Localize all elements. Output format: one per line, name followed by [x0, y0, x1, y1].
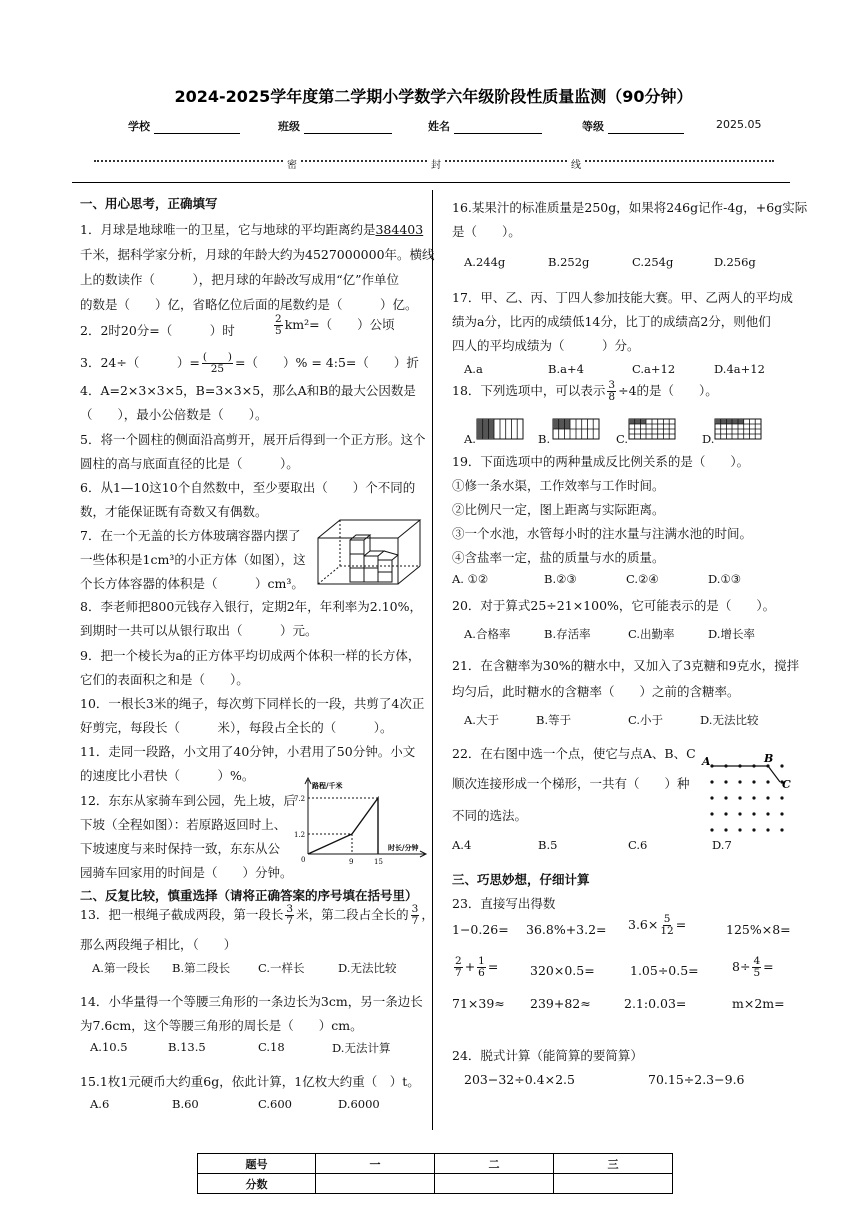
grid-dot: [738, 828, 741, 831]
q18-option-d[interactable]: D.: [702, 432, 715, 446]
q12-line-1: 12．东东从家骑车到公园，先上坡，后: [80, 793, 296, 808]
q22-option-b[interactable]: B.5: [538, 838, 558, 852]
q13-line-2: 那么两段绳子相比，（ ）: [80, 937, 237, 952]
calc-3-4: m×2m=: [732, 996, 785, 1011]
grid-dot: [710, 796, 713, 799]
q14-option-d[interactable]: D.无法计算: [332, 1041, 391, 1055]
q20-option-d[interactable]: D.增长率: [708, 627, 755, 641]
q19-item-4: ④含盐率一定，盐的质量与水的质量。: [452, 550, 665, 565]
q16-option-d[interactable]: D.256g: [714, 255, 756, 269]
q1-line-3: 上的数读作（ ），把月球的年龄改写成用“亿”作单位: [80, 272, 400, 287]
graph-x-tick-2: 15: [374, 858, 383, 866]
calc-3-3: 2.1:0.03=: [624, 996, 687, 1011]
seal-char-2: 封: [428, 156, 444, 171]
q16-line-1: 16.某果汁的标准质量是250g，如果将246g记作-4g，+6g实际: [452, 200, 808, 215]
score-table-header-row: [198, 1154, 673, 1174]
q1-line-2: 千米，据科学家分析，月球的年龄大约为4527000000年。横线: [80, 247, 435, 262]
q18-option-c-figure: [628, 418, 676, 440]
score-header-label: 题号: [198, 1154, 316, 1174]
q19-item-2: ②比例尺一定，图上距离与实际距离。: [452, 502, 665, 517]
q21-line-1: 21．在含糖率为30%的糖水中，又加入了3克糖和9克水，搅拌: [452, 658, 800, 673]
q13-option-b[interactable]: B.第二段长: [172, 961, 231, 975]
q18-option-a-figure: [476, 418, 524, 440]
grade-label: 等级: [582, 120, 604, 133]
q1-line-1: 1．月球是地球唯一的卫星，它与地球的平均距离约是384403: [80, 222, 424, 237]
graph-y-label: 路程/千米: [312, 781, 343, 790]
q7-container-figure: [316, 516, 424, 588]
q17-line-2: 绩为a分，比丙的成绩低14分，比丁的成绩高2分，则他们: [452, 314, 771, 329]
q10-line-2: 好剪完，每段长（ 米），每段占全长的（ ）。: [80, 720, 393, 735]
q16-option-c[interactable]: C.254g: [632, 255, 674, 269]
q7-line-3: 个长方体容器的体积是（ ）cm³。: [80, 576, 304, 591]
q15-option-b[interactable]: B.60: [172, 1097, 199, 1111]
grid-dot: [766, 828, 769, 831]
q13-option-d[interactable]: D.无法比较: [338, 961, 397, 975]
grid-dot: [752, 780, 755, 783]
calc-2-2: 320×0.5=: [530, 963, 595, 978]
score-table: [197, 1153, 673, 1194]
grid-dot: [710, 828, 713, 831]
q16-option-a[interactable]: A.244g: [464, 255, 506, 269]
q12-line-4: 园骑车回家用的时间是（ ）分钟。: [80, 865, 293, 880]
grid-dot: [724, 828, 727, 831]
score-value-3[interactable]: [554, 1174, 673, 1194]
q14-line-1: 14．小华量得一个等腰三角形的一条边长为3cm，另一条边长: [80, 994, 423, 1009]
column-divider: [432, 190, 433, 1130]
score-value-1[interactable]: [316, 1174, 435, 1194]
q18-option-a[interactable]: A.: [464, 432, 476, 446]
calc-2-4: 8÷ $\frac{4}{5}$ =: [732, 955, 774, 979]
seal-char-3: 线: [568, 156, 584, 171]
class-label: 班级: [278, 120, 300, 133]
q14-option-a[interactable]: A.10.5: [90, 1040, 128, 1054]
q13-line-1: 13．把一根绳子截成两段，第一段长 $\frac{3}{7}$ 米，第二段占全长的 $\frac{3}{7}$ ，: [80, 903, 434, 927]
q8-line-1: 8．李老师把800元钱存入银行，定期2年，年利率为2.10%，: [80, 599, 422, 614]
calc-1-1: 1−0.26=: [452, 922, 509, 937]
seal-char-1: 密: [284, 156, 300, 171]
q17-option-b[interactable]: B.a+4: [548, 362, 584, 376]
q9-line-1: 9．把一个棱长为a的正方体平均切成两个体积一样的长方体，: [80, 648, 421, 663]
q2-part-a: 2．2时20分=（ ）时: [80, 323, 235, 338]
q21-option-c[interactable]: C.小于: [628, 713, 664, 727]
q1-line-4: 的数是（ ）亿，省略亿位后面的尾数约是（ ）亿。: [80, 297, 418, 312]
grid-dot: [780, 764, 783, 767]
q4-line-2: （ ），最小公倍数是（ ）。: [80, 407, 268, 422]
q24-expr-1: 203−32÷0.4×2.5: [464, 1072, 575, 1087]
grid-dot: [780, 796, 783, 799]
q23-stem: 23．直接写出得数: [452, 896, 556, 911]
q17-option-c[interactable]: C.a+12: [632, 362, 676, 376]
q13-option-c[interactable]: C.一样长: [258, 961, 305, 975]
grid-dot: [766, 812, 769, 815]
grid-dot: [738, 796, 741, 799]
q12-line-3: 下坡速度与来时保持一致，东东从公: [80, 841, 281, 856]
school-field[interactable]: [128, 118, 240, 134]
q21-line-2: 均匀后，此时糖水的含糖率（ ）之前的含糖率。: [452, 684, 740, 699]
q15-option-d[interactable]: D.6000: [338, 1097, 380, 1111]
section-2-title: 二、反复比较，慎重选择（请将正确答案的序号填在括号里）: [80, 888, 418, 903]
q11-line-1: 11．走同一段路，小文用了40分钟，小君用了50分钟。小文: [80, 744, 416, 759]
grid-dot: [738, 812, 741, 815]
q20-option-b[interactable]: B.存活率: [544, 627, 591, 641]
q16-option-b[interactable]: B.252g: [548, 255, 590, 269]
q15-option-a[interactable]: A.6: [90, 1097, 110, 1111]
q19-option-b[interactable]: B.②③: [544, 572, 577, 586]
score-value-2[interactable]: [435, 1174, 554, 1194]
q17-line-1: 17．甲、乙、丙、丁四人参加技能大赛。甲、乙两人的平均成: [452, 290, 793, 305]
q20-option-c[interactable]: C.出勤率: [628, 627, 675, 641]
q21-option-a[interactable]: A.大于: [464, 713, 499, 727]
point-a-label: A: [702, 755, 711, 768]
q22-option-c[interactable]: C.6: [628, 838, 648, 852]
grid-dot: [766, 796, 769, 799]
q22-abc-line: [712, 766, 780, 782]
q19-option-a[interactable]: A. ①②: [452, 572, 489, 586]
graph-y-tick: 7.2: [294, 795, 306, 803]
header-divider: [72, 182, 790, 183]
graph-x-label: 时长/分钟: [388, 843, 419, 852]
name-label: 姓名: [428, 120, 450, 133]
exam-date: 2025.05: [716, 118, 762, 131]
q14-line-2: 为7.6cm，这个等腰三角形的周长是（ ）cm。: [80, 1018, 363, 1033]
q6-line-2: 数，才能保证既有奇数又有偶数。: [80, 504, 268, 519]
point-c-label: C: [782, 778, 791, 791]
graph-x-tick-1: 9: [349, 858, 354, 866]
moon-distance: 384403: [375, 222, 424, 237]
q7-line-2: 一些体积是1cm³的小正方体（如图），这: [80, 552, 306, 567]
q16-line-2: 是（ ）。: [452, 224, 521, 239]
calc-2-3: 1.05÷0.5=: [630, 963, 699, 978]
q20-option-a[interactable]: A.合格率: [464, 627, 511, 641]
score-value-label: 分数: [198, 1174, 316, 1194]
q17-line-3: 四人的平均成绩为（ ）分。: [452, 338, 640, 353]
calc-1-3: 3.6× $\frac{5}{12}$ =: [628, 913, 687, 937]
calc-1-4: 125%×8=: [726, 922, 791, 937]
q9-line-2: 它们的表面积之和是（ ）。: [80, 672, 249, 687]
q18-option-b[interactable]: B.: [538, 432, 551, 446]
q12-distance-time-graph: [292, 770, 432, 870]
graph-origin: 0: [301, 856, 306, 864]
grid-dot: [724, 812, 727, 815]
grid-dot: [780, 812, 783, 815]
q18-option-b-figure: [552, 418, 600, 440]
score-header-1: 一: [316, 1154, 435, 1174]
q19-option-d[interactable]: D.①③: [708, 572, 742, 586]
q15: 15.1枚1元硬币大约重6g，依此计算，1亿枚大约重（ ）t。: [80, 1074, 420, 1089]
q24-expr-2: 70.15÷2.3−9.6: [648, 1072, 745, 1087]
q18-stem: 18．下列选项中，可以表示 $\frac{3}{8}$ ÷4的是（ ）。: [452, 379, 718, 403]
q21-option-d[interactable]: D.无法比较: [700, 713, 759, 727]
q18-option-c[interactable]: C.: [616, 432, 629, 446]
score-header-3: 三: [554, 1154, 673, 1174]
q19-item-3: ③一个水池，水管每小时的注水量与注满水池的时间。: [452, 526, 753, 541]
q2-part-b: $\frac{2}{5}$ km²=（ ）公顷: [275, 313, 395, 337]
q19-item-1: ①修一条水渠，工作效率与工作时间。: [452, 478, 665, 493]
q19-stem: 19．下面选项中的两种量成反比例关系的是（ ）。: [452, 454, 750, 469]
q13-option-a[interactable]: A.第一段长: [92, 961, 150, 975]
q11-line-2: 的速度比小君快（ ）%。: [80, 768, 255, 783]
q22-line-2: 顺次连接形成一个梯形，一共有（ ）种: [452, 776, 690, 791]
calc-3-1: 71×39≈: [452, 996, 505, 1011]
grade-field[interactable]: [582, 118, 684, 134]
q8-line-2: 到期时一共可以从银行取出（ ）元。: [80, 623, 318, 638]
grid-dot: [780, 828, 783, 831]
q20-stem: 20．对于算式25÷21×100%，它可能表示的是（ ）。: [452, 598, 776, 613]
calc-3-2: 239+82≈: [530, 996, 591, 1011]
grid-dot: [752, 812, 755, 815]
school-label: 学校: [128, 120, 150, 133]
score-header-2: 二: [435, 1154, 554, 1174]
q21-option-b[interactable]: B.等于: [536, 713, 572, 727]
q10-line-1: 10．一根长3米的绳子，每次剪下同样长的一段，共剪了4次正: [80, 696, 425, 711]
q22-option-a[interactable]: A.4: [452, 838, 472, 852]
calc-2-1: $\frac{2}{7}$ + $\frac{1}{6}$ =: [455, 955, 499, 979]
grid-dot: [724, 780, 727, 783]
section-1-title: 一、用心思考，正确填写: [80, 196, 218, 211]
point-b-label: B: [764, 752, 774, 765]
q6-line-1: 6．从1—10这10个自然数中，至少要取出（ ）个不同的: [80, 480, 416, 495]
q22-dot-grid: [700, 748, 796, 832]
page-title: 2024-2025学年度第二学期小学数学六年级阶段性质量监测（90分钟）: [174, 87, 693, 106]
grid-dot: [738, 780, 741, 783]
q18-option-d-figure: [714, 418, 762, 440]
grid-dot: [710, 812, 713, 815]
graph-y-tick-2: 1.2: [294, 831, 306, 839]
q19-option-c[interactable]: C.②④: [626, 572, 659, 586]
q12-line-2: 下坡（全程如图）：若原路返回时上、: [80, 817, 287, 832]
q22-option-d[interactable]: D.7: [712, 838, 732, 852]
calc-1-2: 36.8%+3.2=: [526, 922, 607, 937]
q3: 3．24÷（ ）= $\frac{( )}{25}$ =（ ）% = 4:5=（ ）折: [80, 351, 419, 375]
class-field[interactable]: [278, 118, 392, 134]
q7-line-1: 7．在一个无盖的长方体玻璃容器内摆了: [80, 528, 301, 543]
q5-line-2: 圆柱的高与底面直径的比是（ ）。: [80, 456, 299, 471]
q17-option-d[interactable]: D.4a+12: [714, 362, 765, 376]
grid-dot: [752, 796, 755, 799]
score-table-value-row: [198, 1174, 673, 1194]
grid-dot: [710, 780, 713, 783]
q17-option-a[interactable]: A.a: [464, 362, 483, 376]
q14-option-b[interactable]: B.13.5: [168, 1040, 206, 1054]
q14-option-c[interactable]: C.18: [258, 1040, 285, 1054]
q4-line-1: 4．A=2×3×3×5，B=3×3×5，那么A和B的最大公因数是: [80, 383, 416, 398]
q24-stem: 24．脱式计算（能简算的要简算）: [452, 1048, 643, 1063]
section-3-title: 三、巧思妙想，仔细计算: [452, 872, 590, 887]
q22-line-1: 22．在右图中选一个点，使它与点A、B、C: [452, 746, 696, 761]
grid-dot: [766, 780, 769, 783]
q22-line-3: 不同的选法。: [452, 808, 528, 823]
route-line: [308, 798, 378, 854]
grid-dot: [724, 796, 727, 799]
q5-line-1: 5．将一个圆柱的侧面沿高剪开，展开后得到一个正方形。这个: [80, 432, 426, 447]
name-field[interactable]: [428, 118, 542, 134]
grid-dot: [752, 828, 755, 831]
q15-option-c[interactable]: C.600: [258, 1097, 292, 1111]
